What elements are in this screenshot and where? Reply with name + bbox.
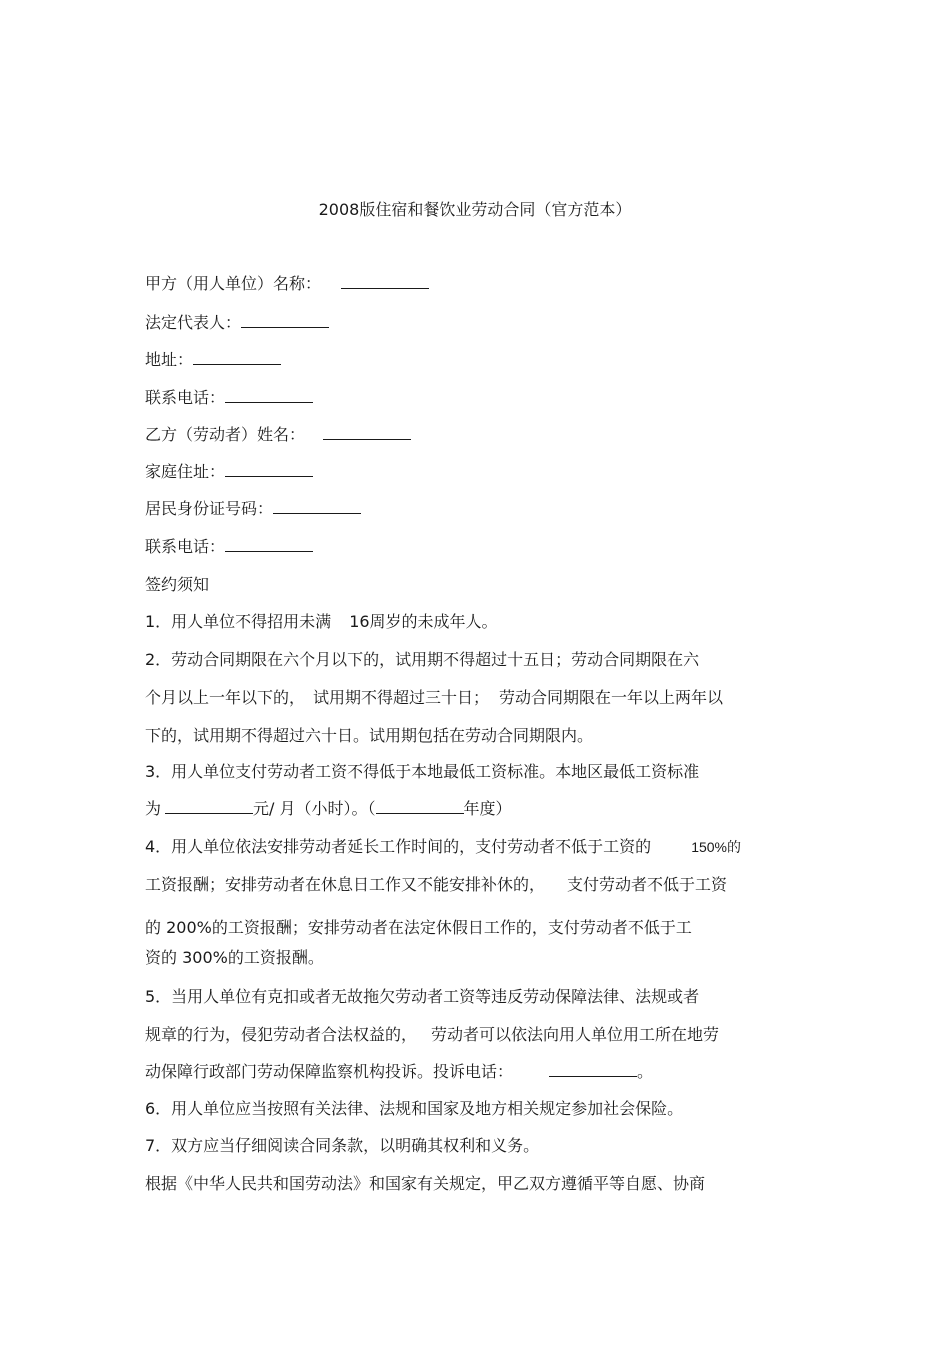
item-text: 1．用人单位不得招用未满 xyxy=(145,612,332,631)
notice-item-2-line-3: 下的，试用期不得超过六十日。试用期包括在劳动合同期限内。 xyxy=(145,726,594,745)
item-text: 规章的行为，侵犯劳动者合法权益的， xyxy=(145,1025,418,1044)
item-text: 元/ 月（小时）。（ xyxy=(253,799,376,818)
blank-line[interactable] xyxy=(225,462,313,477)
notice-item-3-line-2 xyxy=(145,799,512,819)
field-party-a-name xyxy=(145,274,429,294)
notice-item-2-line-2 xyxy=(145,688,723,708)
item-text: 年度） xyxy=(463,799,512,818)
document-title: 2008版住宿和餐饮业劳动合同（官方范本） xyxy=(318,200,632,219)
item-text: 动保障行政部门劳动保障监察机构投诉。投诉电话： xyxy=(145,1062,514,1081)
notice-item-4-line-1 xyxy=(145,837,741,857)
blank-line[interactable] xyxy=(225,388,313,403)
field-label: 乙方（劳动者）姓名： xyxy=(145,425,306,444)
field-id-number xyxy=(145,499,361,519)
notice-item-4-line-4: 资的 300%的工资报酬。 xyxy=(145,948,324,967)
field-label: 地址： xyxy=(145,350,194,369)
year-blank[interactable] xyxy=(376,799,464,814)
item-text: 工资报酬；安排劳动者在休息日工作又不能安排补休的， xyxy=(145,875,546,894)
complaint-phone-blank[interactable] xyxy=(549,1062,637,1077)
field-label: 甲方（用人单位）名称： xyxy=(145,274,322,293)
item-text: 劳动合同期限在一年以上两年以 xyxy=(499,688,724,707)
field-label: 联系电话： xyxy=(145,388,226,407)
field-label: 居民身份证号码： xyxy=(145,499,274,518)
field-label: 家庭住址： xyxy=(145,462,226,481)
field-phone-a xyxy=(145,388,313,408)
blank-line[interactable] xyxy=(225,537,313,552)
blank-line[interactable] xyxy=(341,274,429,289)
item-text: 16周岁的未成年人。 xyxy=(349,612,498,631)
notice-item-5-line-3 xyxy=(145,1062,653,1082)
item-text: 。 xyxy=(637,1062,654,1081)
blank-line[interactable] xyxy=(323,425,411,440)
field-label: 法定代表人： xyxy=(145,313,242,332)
item-text: 为 xyxy=(145,799,162,818)
notice-item-1 xyxy=(145,612,498,632)
field-phone-b xyxy=(145,537,313,557)
closing-paragraph: 根据《中华人民共和国劳动法》和国家有关规定，甲乙双方遵循平等自愿、协商 xyxy=(145,1174,706,1193)
item-text: 支付劳动者不低于工资 xyxy=(567,875,728,894)
item-text: 4．用人单位依法安排劳动者延长工作时间的，支付劳动者不低于工资的 xyxy=(145,837,652,856)
notice-item-5-line-1: 5．当用人单位有克扣或者无故拖欠劳动者工资等违反劳动保障法律、法规或者 xyxy=(145,987,700,1006)
blank-line[interactable] xyxy=(193,350,281,365)
item-text: 试用期不得超过三十日； xyxy=(313,688,490,707)
item-text: 个月以上一年以下的， xyxy=(145,688,306,707)
field-party-b-name xyxy=(145,425,411,445)
notice-item-3-line-1: 3．用人单位支付劳动者工资不得低于本地最低工资标准。本地区最低工资标准 xyxy=(145,762,700,781)
notice-item-6: 6．用人单位应当按照有关法律、法规和国家及地方相关规定参加社会保险。 xyxy=(145,1099,684,1118)
notice-item-4-line-3: 的 200%的工资报酬；安排劳动者在法定休假日工作的，支付劳动者不低于工 xyxy=(145,918,692,937)
field-home-address xyxy=(145,462,313,482)
notice-item-7: 7．双方应当仔细阅读合同条款，以明确其权利和义务。 xyxy=(145,1136,540,1155)
blank-line[interactable] xyxy=(273,499,361,514)
item-text: 150%的 xyxy=(691,839,741,855)
field-address xyxy=(145,350,281,370)
field-legal-rep xyxy=(145,313,329,333)
notice-item-4-line-2 xyxy=(145,875,727,895)
notice-item-5-line-2 xyxy=(145,1025,719,1045)
wage-blank[interactable] xyxy=(165,799,253,814)
notice-item-2-line-1: 2．劳动合同期限在六个月以下的，试用期不得超过十五日；劳动合同期限在六 xyxy=(145,650,700,669)
item-text: 劳动者可以依法向用人单位用工所在地劳 xyxy=(431,1025,720,1044)
blank-line[interactable] xyxy=(241,313,329,328)
field-label: 联系电话： xyxy=(145,537,226,556)
notice-heading: 签约须知 xyxy=(145,575,210,594)
